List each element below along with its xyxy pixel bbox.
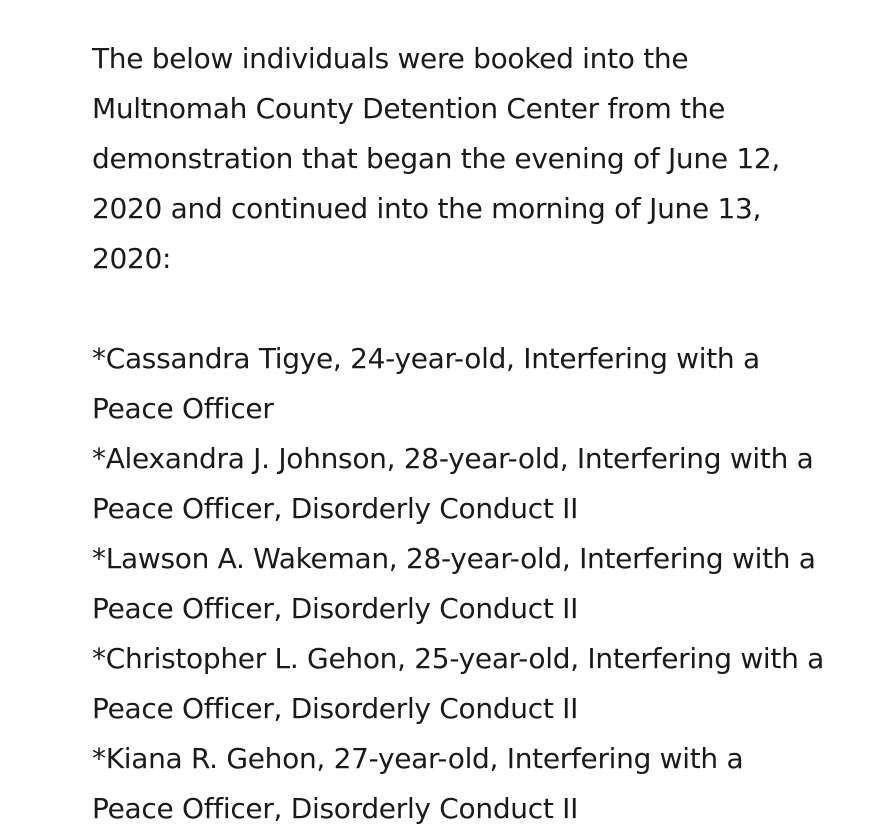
booking-entry: *Cassandra Tigye, 24-year-old, Interfering with a Peace Officer bbox=[92, 342, 760, 425]
booking-entry: *Alexandra J. Johnson, 28-year-old, Interfering with a Peace Officer, Disorderly Conduct II bbox=[92, 442, 814, 525]
booking-entry: *Christopher L. Gehon, 25-year-old, Interfering with a Peace Officer, Disorderly Conduct II bbox=[92, 642, 824, 725]
booking-entry: *Kiana R. Gehon, 27-year-old, Interfering with a Peace Officer, Disorderly Conduct II bbox=[92, 742, 744, 825]
intro-paragraph: The below individuals were booked into the Multnomah County Detention Center from the demonstration that began the evening of June 12, 2020 and continued into the morning of June 13, 2020: bbox=[92, 42, 780, 275]
paragraph-spacer bbox=[92, 284, 832, 334]
booking-entry: *Lawson A. Wakeman, 28-year-old, Interfering with a Peace Officer, Disorderly Conduct II bbox=[92, 542, 816, 625]
article-body bbox=[92, 34, 832, 834]
